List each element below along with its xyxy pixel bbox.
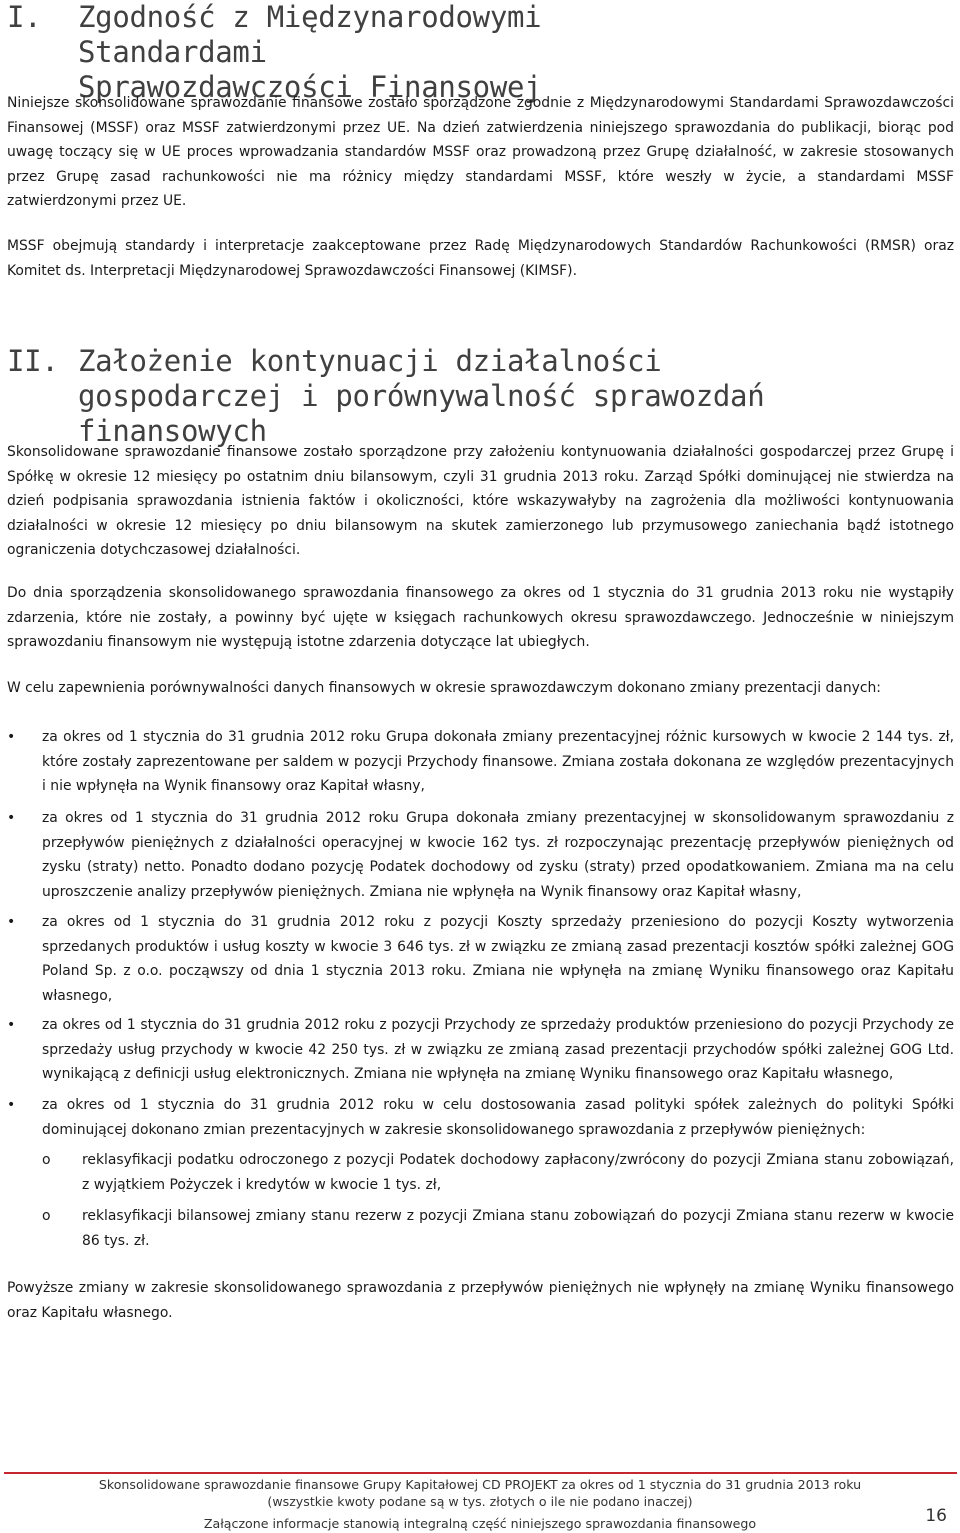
list-item (7, 1013, 954, 1087)
list-item (7, 1093, 954, 1142)
list-item (7, 910, 954, 1008)
bullet-icon: • (7, 729, 16, 745)
sub-list (7, 1148, 954, 1197)
section-2-paragraph-3: W celu zapewnienia porównywalności danych finansowych w okresie sprawozdawczym dokonano zmiany prezentacji danych: (7, 680, 881, 696)
sub-list-2 (7, 1204, 954, 1253)
section-1-paragraph-2: MSSF obejmują standardy i interpretacje zaakceptowane przez Radę Międzynarodowych Standardów Rachunkowości (RMSR) oraz Komitet ds. Interpretacji Międzynarodowej Sprawozdawczości Finansowej (KIMSF). (7, 238, 954, 279)
bullet-icon: • (7, 810, 16, 826)
list-item (7, 806, 954, 904)
changes-list (7, 725, 954, 799)
sub-bullet-icon: o (42, 1208, 51, 1224)
footer-line-1: Skonsolidowane sprawozdanie finansowe Grupy Kapitałowej CD PROJEKT za okres od 1 stycznia do 31 grudnia 2013 roku (98, 1477, 862, 1492)
changes-list-4 (7, 1013, 954, 1087)
bullet-icon: • (7, 1017, 16, 1033)
section-2-heading (7, 344, 954, 449)
section-2-number: II. (7, 344, 59, 378)
section-1-heading (7, 0, 954, 105)
changes-list-5 (7, 1093, 954, 1142)
sub-list-item (7, 1148, 954, 1197)
sub-list-item-text: reklasyfikacji podatku odroczonego z pozycji Podatek dochodowy zapłacony/zwrócony do pozycji Zmiana stanu zobowiązań, z wyjątkiem Pożyczek i kredytów w kwocie 1 tys. zł, (82, 1152, 954, 1193)
page-number: 16 (925, 1506, 947, 1526)
footer-line-3: Załączone informacje stanowią integralną część niniejszego sprawozdania finansowego (203, 1516, 757, 1531)
section-2-paragraph-2: Do dnia sporządzenia skonsolidowanego sprawozdania finansowego za okres od 1 stycznia do 31 grudnia 2013 roku nie wystąpiły zdarzenia, które nie zostały, a powinny być ujęte w księgach rachunkowych okresu sprawozdawczego. Jednocześnie w niniejszym sprawozdaniu finansowym nie występują istotne zdarzenia dotyczące lat ubiegłych. (7, 585, 954, 650)
section-2-title: Założenie kontynuacji działalności gospodarczej i porównywalność sprawozdań finansowych (78, 344, 765, 448)
bullet-icon: • (7, 1097, 16, 1113)
section-1-paragraph-1: Niniejsze skonsolidowane sprawozdanie finansowe zostało sporządzone zgodnie z Międzynarodowymi Standardami Sprawozdawczości Finansowej (MSSF) oraz MSSF zatwierdzonymi przez UE. Na dzień zatwierdzenia niniejszego sprawozdania do publikacji, biorąc pod uwagę toczący się w UE proces wprowadzania standardów MSSF oraz prowadzoną przez Grupę działalność, w zakresie stosowanych przez Grupę zasad rachunkowości nie ma różnicy między standardami MSSF, które weszły w życie, a standardami MSSF zatwierdzonymi przez UE. (7, 95, 954, 209)
changes-list-3 (7, 910, 954, 1008)
section-1-number: I. (7, 0, 42, 34)
list-item-text: za okres od 1 stycznia do 31 grudnia 2012 roku z pozycji Przychody ze sprzedaży produktów przeniesiono do pozycji Przychody ze sprzedaży usług przychody w kwocie 42 250 tys. zł w związku ze zmianą zasad prezentacji przychodów spółki zależnej GOG Ltd. wynikającą z definicji usług elektronicznych. Zmiana nie wpłynęła na zmianę Wyniku finansowego oraz Kapitału własnego, (42, 1017, 954, 1082)
page-footer (0, 1477, 960, 1533)
sub-list-item (7, 1204, 954, 1253)
changes-list-2 (7, 806, 954, 904)
sub-list-item-text: reklasyfikacji bilansowej zmiany stanu rezerw z pozycji Zmiana stanu zobowiązań do pozycji Zmiana stanu rezerw w kwocie 86 tys. zł. (82, 1208, 954, 1249)
footer-rule (4, 1472, 957, 1474)
closing-paragraph: Powyższe zmiany w zakresie skonsolidowanego sprawozdania z przepływów pieniężnych nie wpłynęły na zmianę Wyniku finansowego oraz Kapitału własnego. (7, 1280, 954, 1321)
section-1-title: Zgodność z Międzynarodowymi Standardami Sprawozdawczości Finansowej (78, 0, 542, 104)
sub-bullet-icon: o (42, 1152, 51, 1168)
list-item (7, 725, 954, 799)
footer-line-2: (wszystkie kwoty podane są w tys. złotych o ile nie podano inaczej) (267, 1493, 693, 1509)
list-item-text: za okres od 1 stycznia do 31 grudnia 2012 roku w celu dostosowania zasad polityki spółek zależnych do polityki Spółki dominującej dokonano zmian prezentacyjnych w zakresie skonsolidowanego sprawozdania z przepływów pieniężnych: (42, 1097, 954, 1138)
list-item-text: za okres od 1 stycznia do 31 grudnia 2012 roku z pozycji Koszty sprzedaży przeniesiono do pozycji Koszty wytworzenia sprzedanych produktów i usług koszty w kwocie 3 646 tys. zł w związku ze zmianą zasad prezentacji kosztów spółki zależnej GOG Poland Sp. z o.o. począwszy od dnia 1 stycznia 2013 roku. Zmiana nie wpłynęła na zmianę Wyniku finansowego oraz Kapitału własnego, (42, 914, 954, 1004)
bullet-icon: • (7, 914, 16, 930)
list-item-text: za okres od 1 stycznia do 31 grudnia 2012 roku Grupa dokonała zmiany prezentacyjnej różnic kursowych w kwocie 2 144 tys. zł, które zostały zaprezentowane per saldem w pozycji Przychody finansowe. Zmiana została dokonana ze względów prezentacyjnych i nie wpłynęła na Wynik finansowy oraz Kapitał własny, (42, 729, 954, 794)
section-2-paragraph-1: Skonsolidowane sprawozdanie finansowe zostało sporządzone przy założeniu kontynuowania działalności gospodarczej przez Grupę i Spółkę w okresie 12 miesięcy po ostatnim dniu bilansowym, czyli 31 grudnia 2013 roku. Zarząd Spółki dominującej nie stwierdza na dzień podpisania sprawozdania istnienia faktów i okoliczności, które wskazywałyby na zagrożenia dla możliwości kontynuowania działalności w okresie 12 miesięcy po dniu bilansowym na skutek zamierzonego lub przymusowego zaniechania bądź istotnego ograniczenia dotychczasowej działalności. (7, 444, 954, 558)
list-item-text: za okres od 1 stycznia do 31 grudnia 2012 roku Grupa dokonała zmiany prezentacyjnej w skonsolidowanym sprawozdaniu z przepływów pieniężnych z działalności operacyjnej w kwocie 162 tys. zł rozpoczynając prezentację przepływów pieniężnych od zysku (straty) netto. Ponadto dodano pozycję Podatek dochodowy od zysku (straty) przed opodatkowaniem. Zmiana ma na celu uproszczenie analizy przepływów pieniężnych. Zmiana nie wpłynęła na Wynik finansowy oraz Kapitał własny, (42, 810, 954, 900)
